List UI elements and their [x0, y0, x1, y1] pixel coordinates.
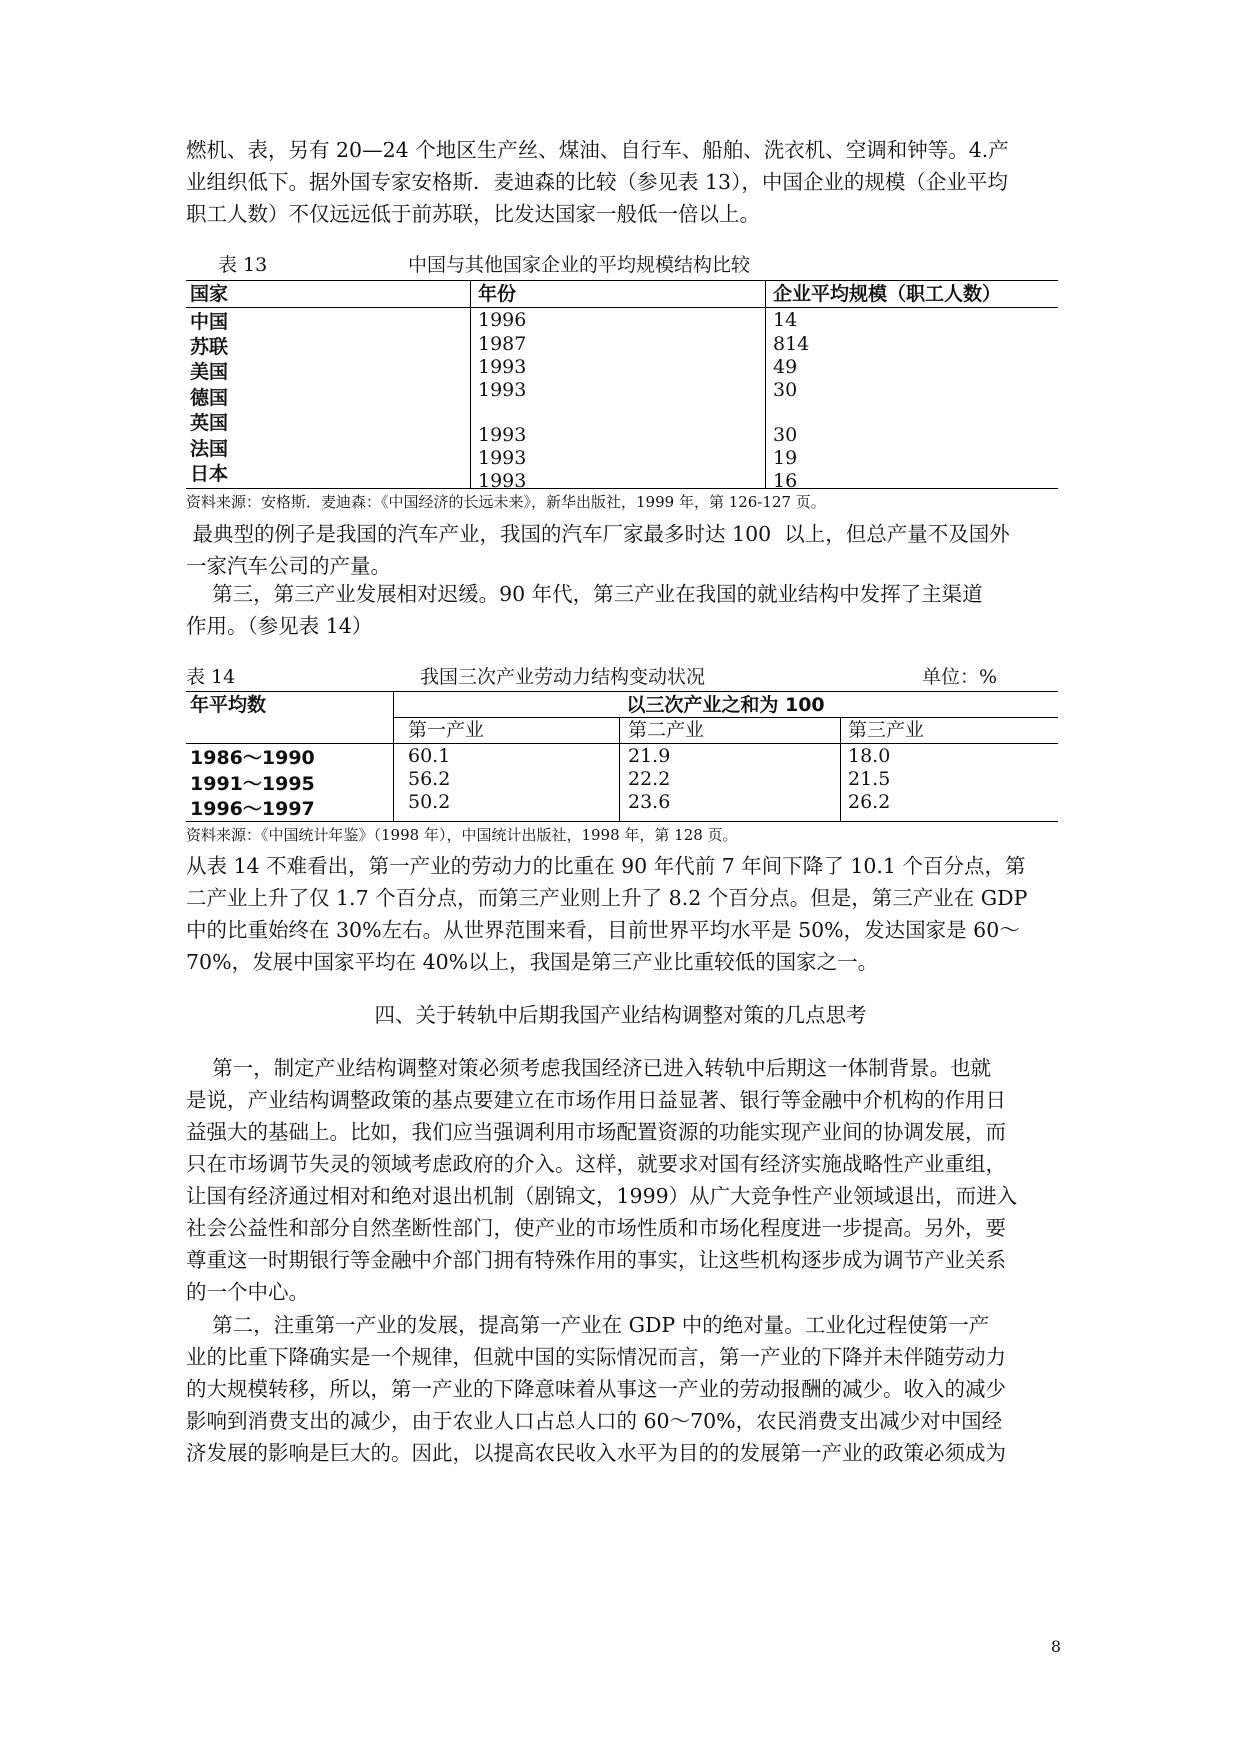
text-line: 只在市场调节失灵的领域考虑政府的介入。这样，就要求对国有经济实施战略性产业重组，	[186, 1152, 1006, 1176]
table13-country: 中国	[190, 311, 229, 333]
table13-country: 苏联	[190, 336, 229, 358]
paragraph-analysis	[186, 850, 1058, 978]
paragraph-intro	[186, 134, 1058, 230]
table13-size: 30	[773, 379, 798, 401]
text-line: 最典型的例子是我国的汽车产业，我国的汽车厂家最多时达 100 以上，但总产量不及国外	[186, 522, 1010, 546]
text-line: 社会公益性和部分自然垄断性部门，使产业的市场性质和市场化程度进一步提高。另外，要	[186, 1216, 1006, 1240]
text-line: 职工人数）不仅远远低于前苏联，比发达国家一般低一倍以上。	[186, 202, 760, 226]
text-line: 作用。（参见表 14）	[186, 614, 373, 638]
text-line: 业的比重下降确实是一个规律，但就中国的实际情况而言，第一产业的下降并未伴随劳动力	[186, 1345, 1006, 1369]
table13-year: 1993	[478, 379, 527, 401]
table13-col-divider	[470, 280, 471, 488]
table14-period: 1986～1990	[190, 747, 315, 769]
paragraph-first-point	[186, 1052, 1058, 1308]
text-line: 让国有经济通过相对和绝对退出机制（剧锦文，1999）从广大竞争性产业领域退出，而进入	[186, 1184, 1018, 1208]
text-line: 二产业上升了仅 1.7 个百分点，而第三产业则上升了 8.2 个百分点。但是，第三产业在 GDP	[186, 886, 1028, 910]
table14-secondary: 22.2	[628, 768, 671, 790]
table14-subheader: 第一产业	[408, 719, 485, 741]
table13-header-country: 国家	[190, 283, 229, 305]
table13-label: 表 13	[218, 254, 268, 276]
table13-size: 14	[773, 309, 798, 331]
table13-top-rule	[186, 280, 1058, 281]
table14-top-rule	[186, 691, 1058, 692]
text-line: 是说，产业结构调整政策的基点要建立在市场作用日益显著、银行等金融中介机构的作用日	[186, 1088, 1006, 1112]
table14-col-divider	[619, 717, 620, 821]
table14-title: 我国三次产业劳动力结构变动状况	[420, 666, 706, 688]
paragraph-auto-industry	[186, 518, 1058, 582]
table14-subheader: 第三产业	[848, 719, 925, 741]
table13-size: 49	[773, 356, 798, 378]
table13-year: 1993	[478, 470, 527, 492]
table14-primary: 50.2	[408, 791, 451, 813]
text-line: 业组织低下。据外国专家安格斯．麦迪森的比较（参见表 13），中国企业的规模（企业平均	[186, 170, 1008, 194]
table14-period: 1991～1995	[190, 773, 315, 795]
page-number: 8	[1050, 1637, 1061, 1656]
table14-tertiary: 21.5	[848, 768, 891, 790]
table14-secondary: 23.6	[628, 791, 671, 813]
table14-primary: 60.1	[408, 745, 451, 767]
table13-size: 814	[773, 333, 810, 355]
text-line: 的一个中心。	[186, 1280, 309, 1304]
table13-source: 资料来源：安格斯．麦迪森：《中国经济的长远未来》，新华出版社，1999 年，第 126-127 页。	[186, 493, 826, 511]
table13-col-divider	[765, 280, 766, 488]
text-line: 第二，注重第一产业的发展，提高第一产业在 GDP 中的绝对量。工业化过程使第一产	[186, 1313, 990, 1337]
paragraph-tertiary	[186, 578, 1058, 642]
table13-country: 法国	[190, 438, 229, 460]
table14-primary: 56.2	[408, 768, 451, 790]
table14-header-period: 年平均数	[190, 694, 267, 716]
table13-year: 1993	[478, 424, 527, 446]
text-line: 燃机、表，另有 20—24 个地区生产丝、煤油、自行车、船舶、洗衣机、空调和钟等。4.产	[186, 138, 1009, 162]
table13-size: 30	[773, 424, 798, 446]
table13-year: 1993	[478, 447, 527, 469]
text-line: 中的比重始终在 30%左右。从世界范围来看，目前世界平均水平是 50%，发达国家是 60～	[186, 918, 1020, 942]
text-line: 70%，发展中国家平均在 40%以上，我国是第三产业比重较低的国家之一。	[186, 950, 879, 974]
table13-header-rule	[186, 307, 1058, 308]
table14-bottom-rule	[186, 821, 1058, 822]
table14-header-span: 以三次产业之和为 100	[626, 694, 825, 716]
text-line: 影响到消费支出的减少，由于农业人口占总人口的 60～70%，农民消费支出减少对中国经	[186, 1409, 1003, 1433]
table14-secondary: 21.9	[628, 745, 671, 767]
table13-header-year: 年份	[478, 283, 517, 305]
table13-country: 日本	[190, 463, 229, 485]
table13-year: 1996	[478, 309, 527, 331]
table13-country: 德国	[190, 387, 229, 409]
table13-country: 美国	[190, 361, 229, 383]
text-line: 的大规模转移，所以，第一产业的下降意味着从事这一产业的劳动报酬的减少。收入的减少	[186, 1377, 1006, 1401]
section-heading: 四、关于转轨中后期我国产业结构调整对策的几点思考	[374, 1003, 867, 1027]
table14-subheader: 第二产业	[628, 719, 705, 741]
text-line: 一家汽车公司的产量。	[186, 554, 391, 578]
table14-period: 1996～1997	[190, 798, 315, 820]
text-line: 从表 14 不难看出，第一产业的劳动力的比重在 90 年代前 7 年间下降了 10.1 个百分点，第	[186, 854, 1026, 878]
table13-country: 英国	[190, 412, 229, 434]
table13-year: 1993	[478, 356, 527, 378]
paragraph-second-point	[186, 1309, 1058, 1469]
text-line: 益强大的基础上。比如，我们应当强调利用市场配置资源的功能实现产业间的协调发展，而	[186, 1120, 1006, 1144]
text-line: 第一，制定产业结构调整对策必须考虑我国经济已进入转轨中后期这一体制背景。也就	[186, 1056, 992, 1080]
table14-source: 资料来源：《中国统计年鉴》（1998 年），中国统计出版社，1998 年，第 128 页。	[186, 826, 738, 844]
table13-size: 19	[773, 447, 798, 469]
table13-header-size: 企业平均规模（职工人数）	[773, 283, 1002, 305]
table13-size: 16	[773, 470, 798, 492]
table13-title: 中国与其他国家企业的平均规模结构比较	[408, 254, 751, 276]
table14-tertiary: 26.2	[848, 791, 891, 813]
table14-col-divider	[840, 717, 841, 821]
table14-tertiary: 18.0	[848, 745, 891, 767]
text-line: 济发展的影响是巨大的。因此，以提高农民收入水平为目的的发展第一产业的政策必须成为	[186, 1441, 1006, 1465]
table14-header-rule	[186, 743, 1058, 744]
text-line: 尊重这一时期银行等金融中介部门拥有特殊作用的事实，让这些机构逐步成为调节产业关系	[186, 1248, 1006, 1272]
table13-bottom-rule	[186, 488, 1058, 489]
table14-unit: 单位：%	[922, 666, 998, 688]
table14-label: 表 14	[186, 666, 236, 688]
text-line: 第三，第三产业发展相对迟缓。90 年代，第三产业在我国的就业结构中发挥了主渠道	[186, 582, 983, 606]
table13-year: 1987	[478, 333, 527, 355]
